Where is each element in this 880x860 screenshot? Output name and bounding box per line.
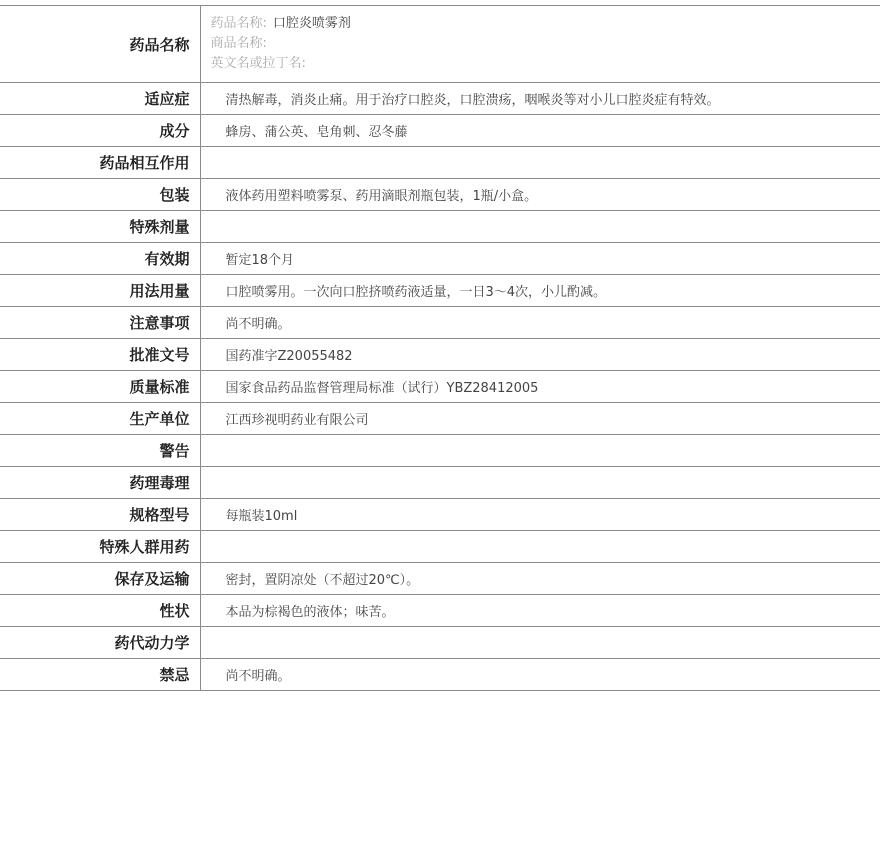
row-label: 保存及运输 bbox=[0, 563, 200, 595]
table-row bbox=[0, 403, 880, 435]
row-label: 包装 bbox=[0, 179, 200, 211]
row-drug-name bbox=[0, 6, 880, 83]
table-row bbox=[0, 435, 880, 467]
table-row bbox=[0, 563, 880, 595]
row-value bbox=[200, 211, 880, 243]
row-value: 尚不明确。 bbox=[200, 659, 880, 691]
row-value bbox=[200, 147, 880, 179]
table-row bbox=[0, 659, 880, 691]
row-value: 国药准字Z20055482 bbox=[200, 339, 880, 371]
drug-name-block bbox=[200, 6, 880, 83]
row-label: 药代动力学 bbox=[0, 627, 200, 659]
table-row bbox=[0, 275, 880, 307]
row-label: 警告 bbox=[0, 435, 200, 467]
table-row bbox=[0, 499, 880, 531]
table-row bbox=[0, 371, 880, 403]
table-row bbox=[0, 179, 880, 211]
row-label: 适应症 bbox=[0, 83, 200, 115]
row-value: 清热解毒，消炎止痛。用于治疗口腔炎，口腔溃疡，咽喉炎等对小儿口腔炎症有特效。 bbox=[200, 83, 880, 115]
table-row bbox=[0, 115, 880, 147]
name-line-english bbox=[211, 54, 880, 74]
table-row bbox=[0, 627, 880, 659]
table-row bbox=[0, 243, 880, 275]
row-value bbox=[200, 435, 880, 467]
row-label: 规格型号 bbox=[0, 499, 200, 531]
name-key-trade: 商品名称: bbox=[210, 36, 267, 51]
name-line-generic bbox=[211, 14, 880, 34]
row-value: 液体药用塑料喷雾泵、药用滴眼剂瓶包装，1瓶/小盒。 bbox=[200, 179, 880, 211]
row-label: 有效期 bbox=[0, 243, 200, 275]
row-label: 药理毒理 bbox=[0, 467, 200, 499]
row-label: 性状 bbox=[0, 595, 200, 627]
drug-info-table-body bbox=[0, 6, 880, 691]
name-line-trade bbox=[211, 34, 880, 54]
row-label: 生产单位 bbox=[0, 403, 200, 435]
row-value: 密封，置阴凉处（不超过20℃）。 bbox=[200, 563, 880, 595]
table-row bbox=[0, 147, 880, 179]
name-key-english: 英文名或拉丁名: bbox=[210, 56, 306, 71]
label-drug-name: 药品名称 bbox=[0, 6, 200, 83]
row-value: 蜂房、蒲公英、皂角刺、忍冬藤 bbox=[200, 115, 880, 147]
row-value: 口腔喷雾用。一次向口腔挤喷药液适量，一日3～4次，小儿酌减。 bbox=[200, 275, 880, 307]
name-key-generic: 药品名称: bbox=[210, 16, 267, 31]
row-value: 江西珍视明药业有限公司 bbox=[200, 403, 880, 435]
row-label: 成分 bbox=[0, 115, 200, 147]
table-row bbox=[0, 467, 880, 499]
row-value: 暂定18个月 bbox=[200, 243, 880, 275]
row-value: 尚不明确。 bbox=[200, 307, 880, 339]
row-label: 特殊人群用药 bbox=[0, 531, 200, 563]
table-row bbox=[0, 83, 880, 115]
row-value bbox=[200, 467, 880, 499]
row-value: 本品为棕褐色的液体；味苦。 bbox=[200, 595, 880, 627]
row-label: 质量标准 bbox=[0, 371, 200, 403]
row-value: 国家食品药品监督管理局标准（试行）YBZ28412005 bbox=[200, 371, 880, 403]
row-label: 注意事项 bbox=[0, 307, 200, 339]
table-row bbox=[0, 307, 880, 339]
row-label: 批准文号 bbox=[0, 339, 200, 371]
table-row bbox=[0, 531, 880, 563]
row-value bbox=[200, 531, 880, 563]
table-row bbox=[0, 595, 880, 627]
row-label: 用法用量 bbox=[0, 275, 200, 307]
row-value: 每瓶装10ml bbox=[200, 499, 880, 531]
row-label: 药品相互作用 bbox=[0, 147, 200, 179]
table-row bbox=[0, 211, 880, 243]
drug-info-table bbox=[0, 5, 880, 691]
row-value bbox=[200, 627, 880, 659]
row-label: 特殊剂量 bbox=[0, 211, 200, 243]
table-row bbox=[0, 339, 880, 371]
name-value-generic: 口腔炎喷雾剂 bbox=[272, 16, 351, 31]
row-label: 禁忌 bbox=[0, 659, 200, 691]
